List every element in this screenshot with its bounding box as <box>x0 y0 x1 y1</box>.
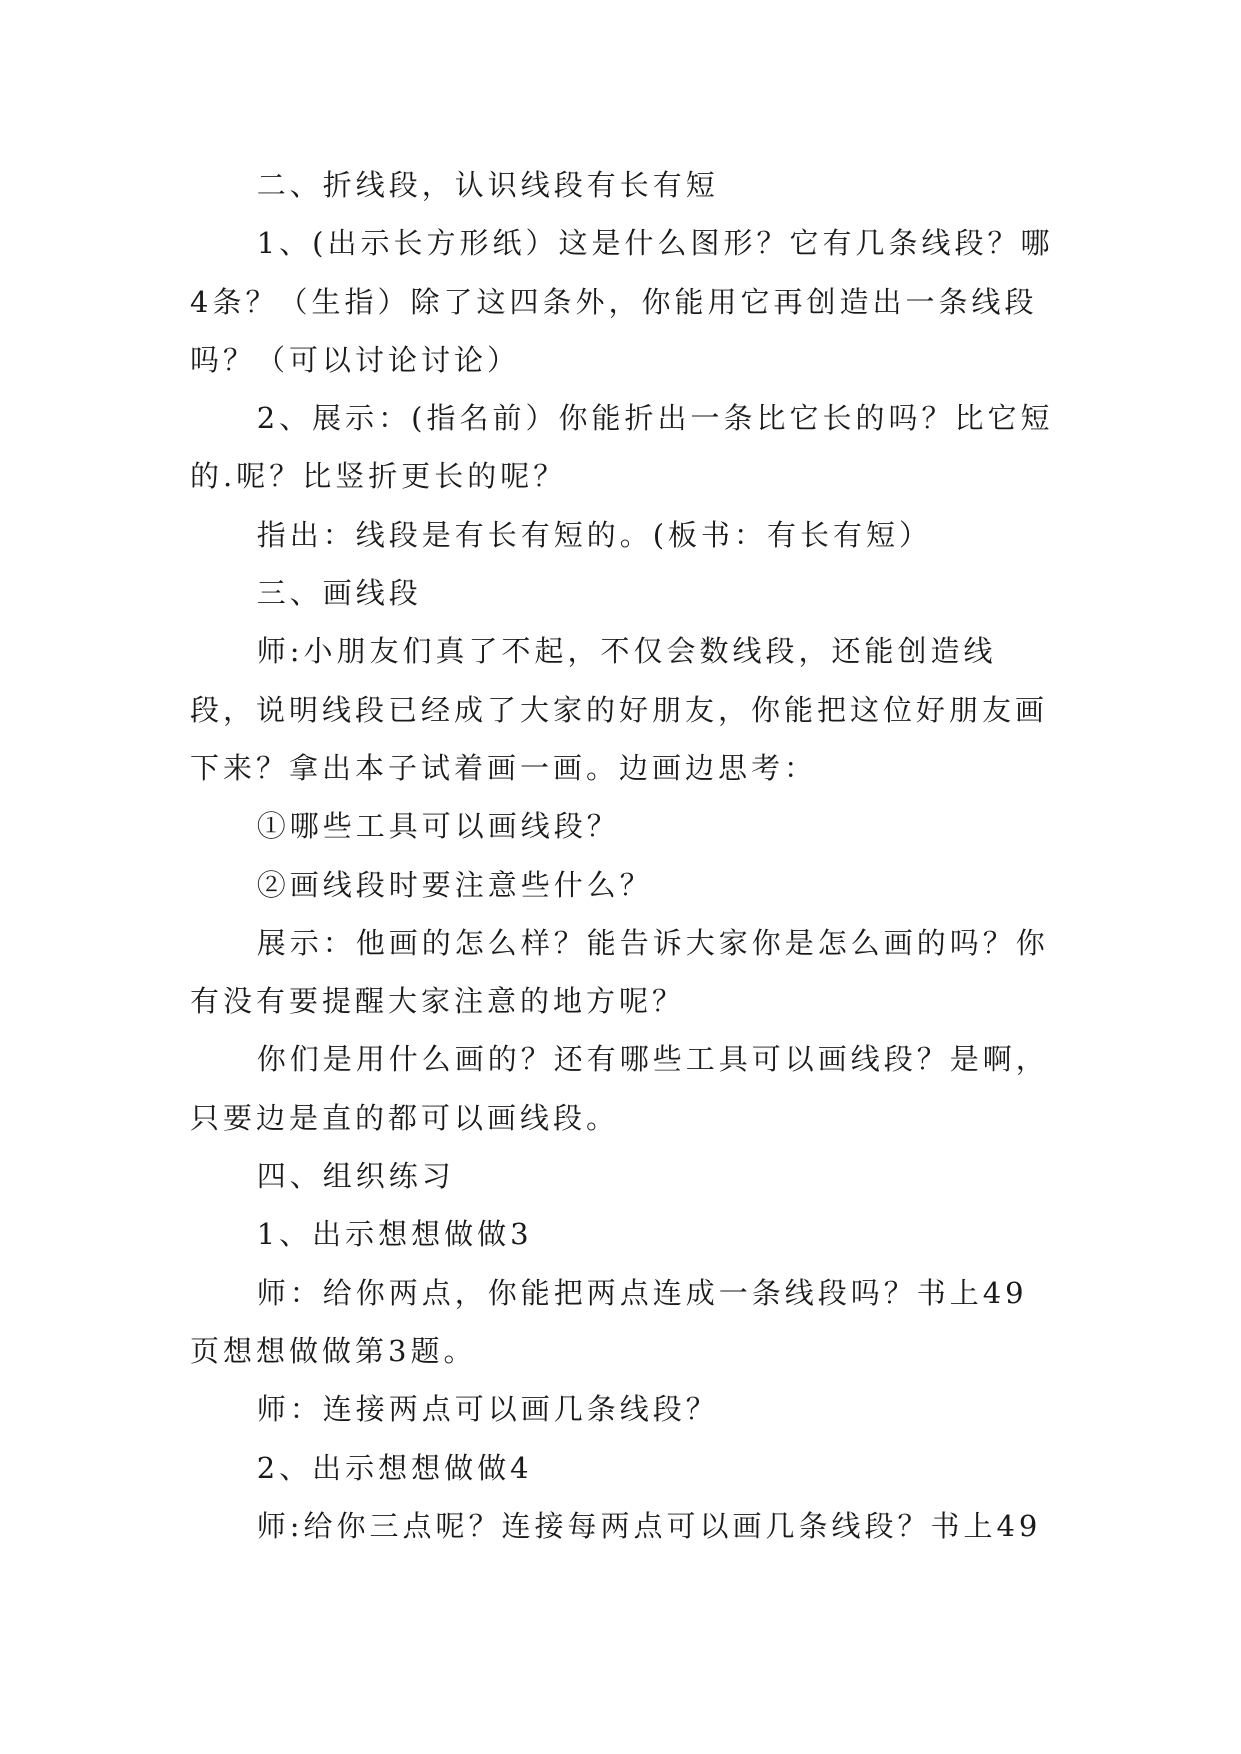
list-item: ①哪些工具可以画线段？ <box>256 809 620 844</box>
paragraph: 你们是用什么画的？还有哪些工具可以画线段？是啊，只要边是直的都可以画线段。 <box>190 1042 1049 1135</box>
document-body <box>190 156 1054 1555</box>
paragraph: 师:给你三点呢？连接每两点可以画几条线段？书上49 <box>256 1508 1042 1543</box>
section-heading-4: 四、组织练习 <box>256 1159 455 1194</box>
paragraph: 展示：他画的怎么样？能告诉大家你是怎么画的吗？你有没有要提醒大家注意的地方呢？ <box>190 925 1049 1019</box>
list-item: ②画线段时要注意些什么？ <box>256 867 653 902</box>
paragraph: 1、出示想想做做3 <box>256 1217 533 1252</box>
paragraph: 2、展示：(指名前）你能折出一条比它长的吗？比它短的.呢？比竖折更长的呢？ <box>190 401 1054 494</box>
paragraph: 师：给你两点，你能把两点连成一条线段吗？书上49页想想做做第3题。 <box>190 1275 1028 1368</box>
section-heading-2: 二、折线段，认识线段有长有短 <box>256 168 719 202</box>
paragraph: 2、出示想想做做4 <box>256 1450 533 1485</box>
paragraph: 师：连接两点可以画几条线段？ <box>256 1392 719 1427</box>
paragraph: 指出：线段是有长有短的。(板书：有长有短） <box>256 517 933 552</box>
section-heading-3: 三、画线段 <box>256 576 422 611</box>
paragraph: 师:小朋友们真了不起，不仅会数线段，还能创造线段，说明线段已经成了大家的好朋友，你能把这位好朋友画下来？拿出本子试着画一画。边画边思考： <box>190 634 1049 785</box>
paragraph: 1、(出示长方形纸）这是什么图形？它有几条线段？哪4条？（生指）除了这四条外，你能用它再创造出一条线段吗？（可以讨论讨论） <box>190 226 1054 377</box>
